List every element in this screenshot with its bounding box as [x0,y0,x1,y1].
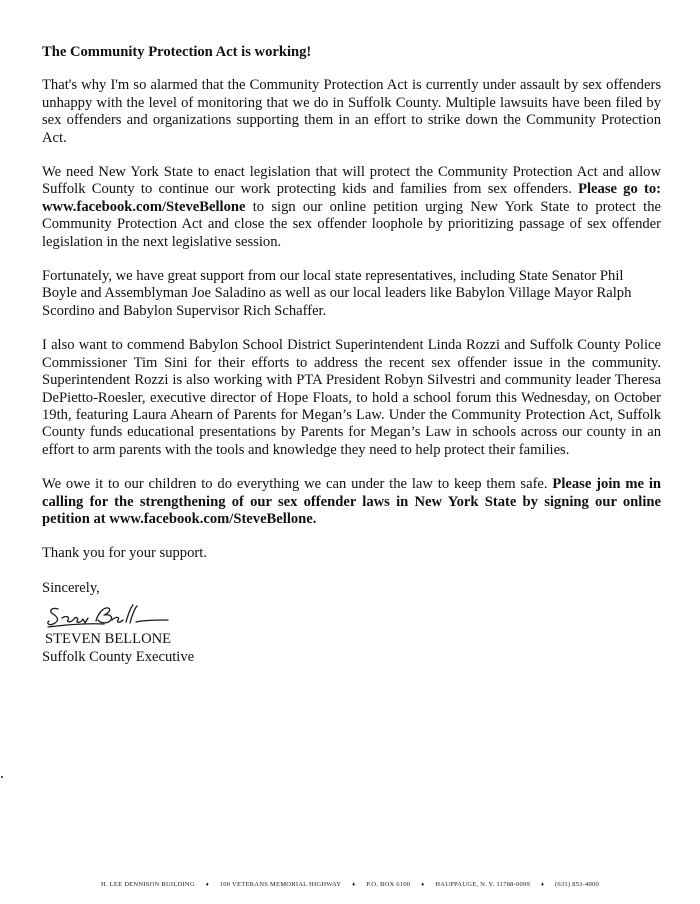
paragraph-commendation: I also want to commend Babylon School District Superintendent Linda Rozzi and Suffolk County Police Commissioner Tim Sini for their efforts to address the recent sex offender issue in the community. Superintendent Rozzi is also working with PTA President Robyn Silvestri and community leader Theresa DePietto-Roesler, executive director of Hope Floats, to hold a school forum this Wednesday, on October 19th, featuring Laura Ahearn of Parents for Megan’s Law. Under the Community Protection Act, Suffolk County funds educational presentations by Parents for Megan’s Law in schools across our county in an effort to arm parents with the tools and knowledge they need to help protect their families. [42,337,661,458]
thanks-line: Thank you for your support. [42,545,207,562]
paragraph-petition-text-1: We need New York State to enact legislation that will protect the Community Protection Act and allow Suffolk County to continue our work protecting kids and families from sex offenders. [42,164,661,198]
footer-street: 100 VETERANS MEMORIAL HIGHWAY [219,881,342,888]
signature-block [42,580,661,666]
margin-mark [1,776,3,778]
footer-building: H. LEE DENNISON BUILDING [101,881,195,888]
diamond-separator-icon: ♦ [421,882,425,888]
paragraph-call-to-action [42,476,661,528]
paragraph-petition-text-2: to sign our online petition urging New York State to protect the Community Protection Act and close the sex offender loophole by prioritizing passage of sex offender legislation in the next legislative session. [42,198,661,250]
paragraph-petition-request [42,164,661,251]
signer-title: Suffolk County Executive [42,648,195,665]
handwritten-signature [44,601,194,631]
signer-name: STEVEN BELLONE [45,631,172,648]
paragraph-lawsuits: That's why I'm so alarmed that the Community Protection Act is currently under assault by sex offenders unhappy with the level of monitoring that we do in Suffolk County. Multiple lawsuits have been filed by sex offenders and organizations supporting them in an effort to strike down the Community Protection Act. [42,77,661,146]
diamond-separator-icon: ♦ [540,882,545,888]
footer-phone: (631) 853-4000 [554,881,599,888]
paragraph-support: Fortunately, we have great support from our local state representatives, including State Senator Phil Boyle and Assemblyman Joe Saladino as well as our local leaders like Babylon Village Mayor Ralph Scordino and Babylon Supervisor Rich Schaffer. [42,268,632,319]
diamond-separator-icon: ♦ [205,882,209,888]
petition-link-text: Please go to: www.facebook.com/SteveBellone [42,181,661,215]
letter-heading: The Community Protection Act is working! [42,44,312,60]
call-to-action-bold: Please join me in calling for the strengthening of our sex offender laws in New York State by signing our online petition at www.facebook.com/SteveBellone. [42,476,661,527]
footer-city: HAUPPAUGE, N. Y. 11788-0099 [435,881,530,888]
letterhead-footer [0,881,700,888]
closing-line: Sincerely, [42,579,100,596]
call-to-action-text: We owe it to our children to do everything we can under the law to keep them safe. [42,476,553,493]
diamond-separator-icon: ♦ [352,882,356,888]
letter-body [42,44,661,666]
footer-pobox: P.O. BOX 6100 [366,881,411,888]
